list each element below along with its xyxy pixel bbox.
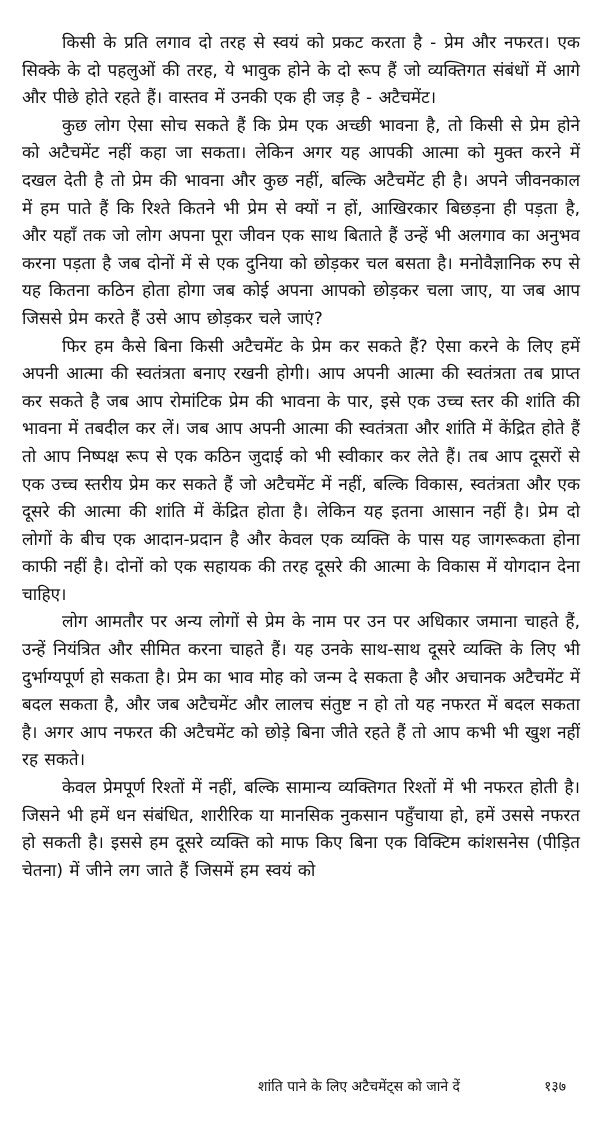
page-footer	[22, 1077, 580, 1101]
paragraph: किसी के प्रति लगाव दो तरह से स्वयं को प्रकट करता है - प्रेम और नफरत। एक सिक्के के दो पहलुओं की तरह, ये भावुक होने के दो रूप हैं जो व्यक्तिगत संबंधों में आगे और पीछे होते रहते हैं। वास्तव में उनकी एक ही जड़ है - अटैचमेंट।	[22, 33, 580, 109]
running-title: शांति पाने के लिए अटैचमेंट्स को जाने दें	[258, 1079, 460, 1095]
paragraph: कुछ लोग ऐसा सोच सकते हैं कि प्रेम एक अच्छी भावना है, तो किसी से प्रेम होने को अटैचमेंट नहीं कहा जा सकता। लेकिन अगर यह आपकी आत्मा को मुक्त करने में दखल देती है तो प्रेम की भावना और कुछ नहीं, बल्कि अटैचमेंट ही है। अपने जीवनकाल में हम पाते हैं कि रिश्ते कितने भी प्रेम से क्यों न हों, आखिरकार बिछड़ना ही पड़ता है, और यहाँ तक जो लोग अपना पूरा जीवन एक साथ बिताते हैं उन्हें भी अलगाव का अनुभव करना पड़ता है जब दोनों में से एक दुनिया को छोड़कर चल बसता है। मनोवैज्ञानिक रुप से यह कितना कठिन होता होगा जब कोई अपना आपको छोड़कर चला जाए, या जब आप जिससे प्रेम करते हैं उसे आप छोड़कर चले जाएं?	[22, 115, 580, 329]
paragraph: लोग आमतौर पर अन्य लोगों से प्रेम के नाम पर उन पर अधिकार जमाना चाहते हैं, उन्हें नियंत्रित और सीमित करना चाहते हैं। यह उनके साथ-साथ दूसरे व्यक्ति के लिए भी दुर्भाग्यपूर्ण हो सकता है। प्रेम का भाव मोह को जन्म दे सकता है और अचानक अटैचमेंट में बदल सकता है, और जब अटैचमेंट और लालच संतुष्ट न हो तो यह नफरत में बदल सकता है। अगर आप नफरत की अटैचमेंट को छोड़े बिना जीते रहते हैं तो आप कभी भी खुश नहीं रह सकते।	[22, 612, 580, 771]
paragraph: फिर हम कैसे बिना किसी अटैचमेंट के प्रेम कर सकते हैं? ऐसा करने के लिए हमें अपनी आत्मा की स्वतंत्रता बनाए रखनी होगी। आप अपनी आत्मा की स्वतंत्रता तब प्राप्त कर सकते है जब आप रोमांटिक प्रेम की भावना के पार, इसे एक उच्च स्तर की शांति की भावना में तबदील कर लें। जब आप अपनी आत्मा की स्वतंत्रता और शांति में केंद्रित होते हैं तो आप निष्पक्ष रूप से एक कठिन जुदाई को भी स्वीकार कर लेते हैं। तब आप दूसरों से एक उच्च स्तरीय प्रेम कर सकते हैं जो अटैचमेंट में नहीं, बल्कि विकास, स्वतंत्रता और एक दूसरे की आत्मा की शांति में केंद्रित होता है। लेकिन यह इतना आसान नहीं है। प्रेम दो लोगों के बीच एक आदान-प्रदान है और केवल एक व्यक्ति के पास यह जागरूकता होना काफी नहीं है। दोनों को एक सहायक की तरह दूसरे की आत्मा के विकास में योगदान देना चाहिए।	[22, 336, 580, 605]
body-text	[22, 30, 580, 885]
page-number: १३७	[544, 1079, 566, 1095]
paragraph: केवल प्रेमपूर्ण रिश्तों में नहीं, बल्कि सामान्य व्यक्तिगत रिश्तों में भी नफरत होती है। जिसने भी हमें धन संबंधित, शारीरिक या मानसिक नुकसान पहुँचाया हो, हमें उससे नफरत हो सकती है। इससे हम दूसरे व्यक्ति को माफ किए बिना एक विक्टिम कांशसनेस (पीड़ित चेतना) में जीने लग जाते हैं जिसमें हम स्वयं को	[22, 778, 580, 881]
